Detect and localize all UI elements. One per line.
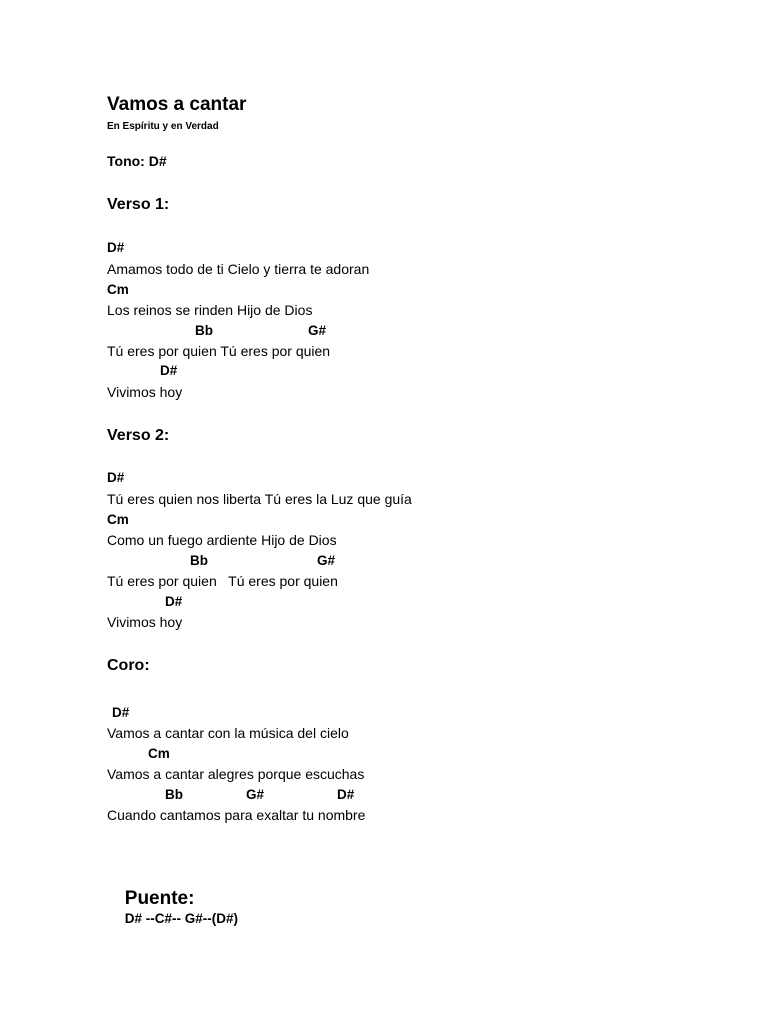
bridge-chords: D# --C#-- G#--(D#)	[124, 911, 239, 926]
lyric-line: Como un fuego ardiente Hijo de Dios	[107, 532, 337, 548]
chord: D#	[112, 705, 130, 720]
lyric-line: Tú eres por quien Tú eres por quien	[107, 573, 338, 589]
lyric-line: Los reinos se rinden Hijo de Dios	[107, 302, 313, 318]
chord: Cm	[107, 512, 129, 527]
chord: Cm	[107, 282, 129, 297]
lyric-line: Vamos a cantar con la música del cielo	[107, 725, 349, 741]
lyric-line: Vamos a cantar alegres porque escuchas	[107, 766, 365, 782]
lyric-line: Tú eres por quien Tú eres por quien	[107, 343, 331, 359]
chord: Cm	[148, 746, 170, 761]
chord: D#	[165, 594, 183, 609]
lyric-line: Vivimos hoy	[107, 384, 183, 400]
chord: D#	[337, 787, 355, 802]
lyric-line: Vivimos hoy	[107, 614, 183, 630]
chord: Bb	[165, 787, 183, 802]
chord: G#	[317, 553, 336, 568]
chord: Bb	[190, 553, 208, 568]
song-title: Vamos a cantar	[107, 94, 247, 115]
lyric-line: Cuando cantamos para exaltar tu nombre	[107, 807, 366, 823]
lyric-line: Tú eres quien nos liberta Tú eres la Luz que guía	[107, 491, 412, 507]
chord: Bb	[195, 323, 213, 338]
verse-1-heading: Verso 1:	[107, 196, 170, 213]
chord: D#	[107, 240, 125, 255]
bridge	[107, 870, 238, 946]
chord: G#	[308, 323, 327, 338]
bridge-heading: Puente:	[124, 888, 195, 909]
chord: D#	[107, 470, 125, 485]
song-key: Tono: D#	[107, 153, 167, 169]
chord: G#	[246, 787, 265, 802]
lyric-line: Amamos todo de ti Cielo y tierra te adoran	[107, 261, 370, 277]
chord: D#	[160, 363, 178, 378]
chorus-heading: Coro:	[107, 657, 150, 674]
song-artist: En Espíritu y en Verdad	[107, 121, 219, 132]
verse-2-heading: Verso 2:	[107, 427, 170, 444]
